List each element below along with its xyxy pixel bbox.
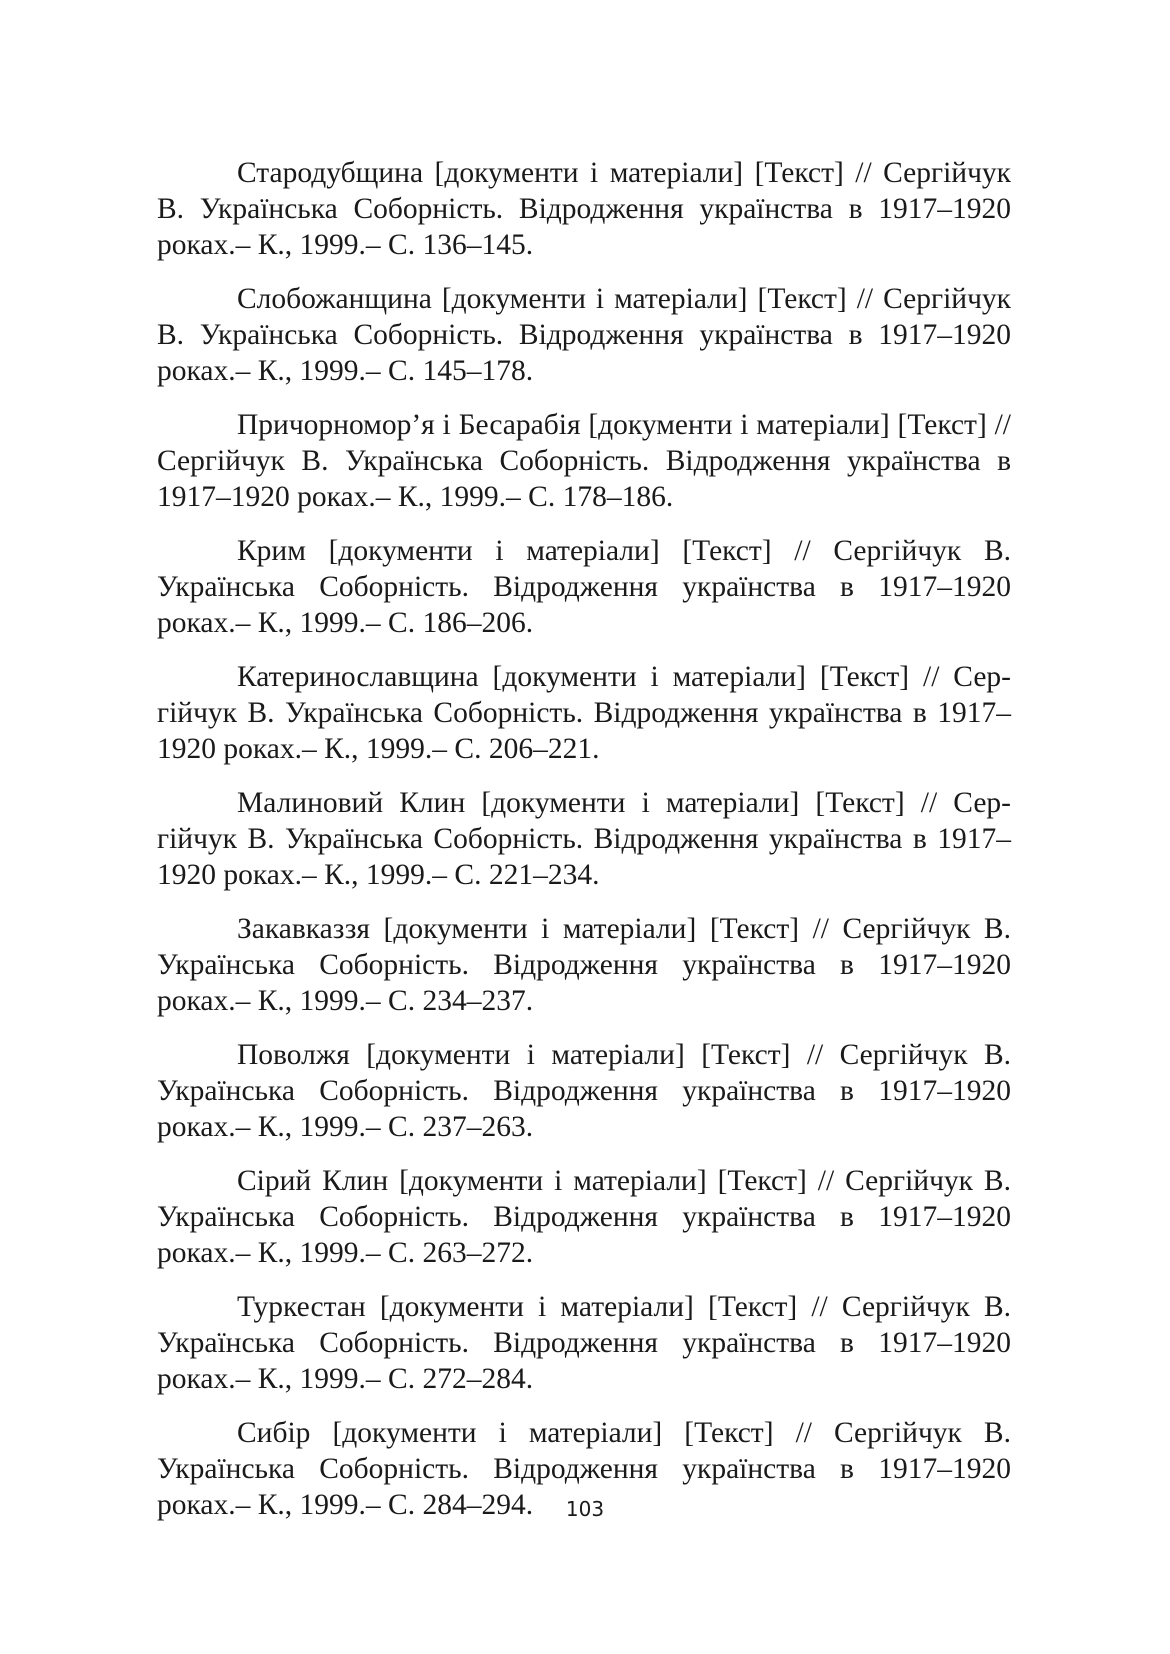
bibliography-entry-katerynoslavshchyna: Катеринославщина [документи і матеріали] [Текст] // Сергійчук В. Українська Соборність. Відродження українства в 1917–1920 роках.– К., 1999.– С. 206–221. [157, 661, 1011, 765]
bibliography-entry-slobozhanshchyna: Слобожанщина [документи і матеріали] [Текст] // Сергійчук В. Українська Соборність. Відродження українства в 1917–1920 роках.– К., 1999.– С. 145–178. [157, 283, 1011, 387]
bibliography-entry-turkestan: Туркестан [документи і матеріали] [Текст] // Сергійчук В. Українська Соборність. Відродження українства в 1917–1920 роках.– К., 1999.– С. 272–284. [157, 1291, 1011, 1395]
bibliography-entry-starodubshchyna: Стародубщина [документи і матеріали] [Текст] // Сергійчук В. Українська Соборність. Відродження українства в 1917–1920 роках.– К., 1999.– С. 136–145. [157, 157, 1011, 261]
bibliography-entry-siryi-klyn: Сірий Клин [документи і матеріали] [Текст] // Сергійчук В. Українська Соборність. Відродження українства в 1917–1920 роках.– К., 1999.– С. 263–272. [157, 1165, 1011, 1269]
page-number: 103 [565, 1497, 605, 1521]
bibliography-entry-prychornomoria: Причорномор’я і Бесарабія [документи і матеріали] [Текст] // Сергійчук В. Українська Соборність. Відродження українства в 1917–1920 роках.– К., 1999.– С. 178–186. [157, 409, 1011, 513]
bibliography-entry-povolzhia: Поволжя [документи і матеріали] [Текст] // Сергійчук В. Українська Соборність. Відродження українства в 1917–1920 роках.– К., 1999.– С. 237–263. [157, 1039, 1011, 1143]
bibliography-entry-malynovyi-klyn: Малиновий Клин [документи і матеріали] [Текст] // Сергійчук В. Українська Соборність. Відродження українства в 1917–1920 роках.– К., 1999.– С. 221–234. [157, 787, 1011, 891]
bibliography-entry-zakavkazzia: Закавказзя [документи і матеріали] [Текст] // Сергійчук В. Українська Соборність. Відродження українства в 1917–1920 роках.– К., 1999.– С. 234–237. [157, 913, 1011, 1017]
bibliography-list [157, 155, 1011, 1541]
bibliography-entry-sybir: Сибір [документи і матеріали] [Текст] // Сергійчук В. Українська Соборність. Відродження українства в 1917–1920 роках.– К., 1999.– С. 284–294. [157, 1417, 1011, 1521]
bibliography-entry-krym: Крим [документи і матеріали] [Текст] // Сергійчук В. Українська Соборність. Відродження українства в 1917–1920 роках.– К., 1999.– С. 186–206. [157, 535, 1011, 639]
